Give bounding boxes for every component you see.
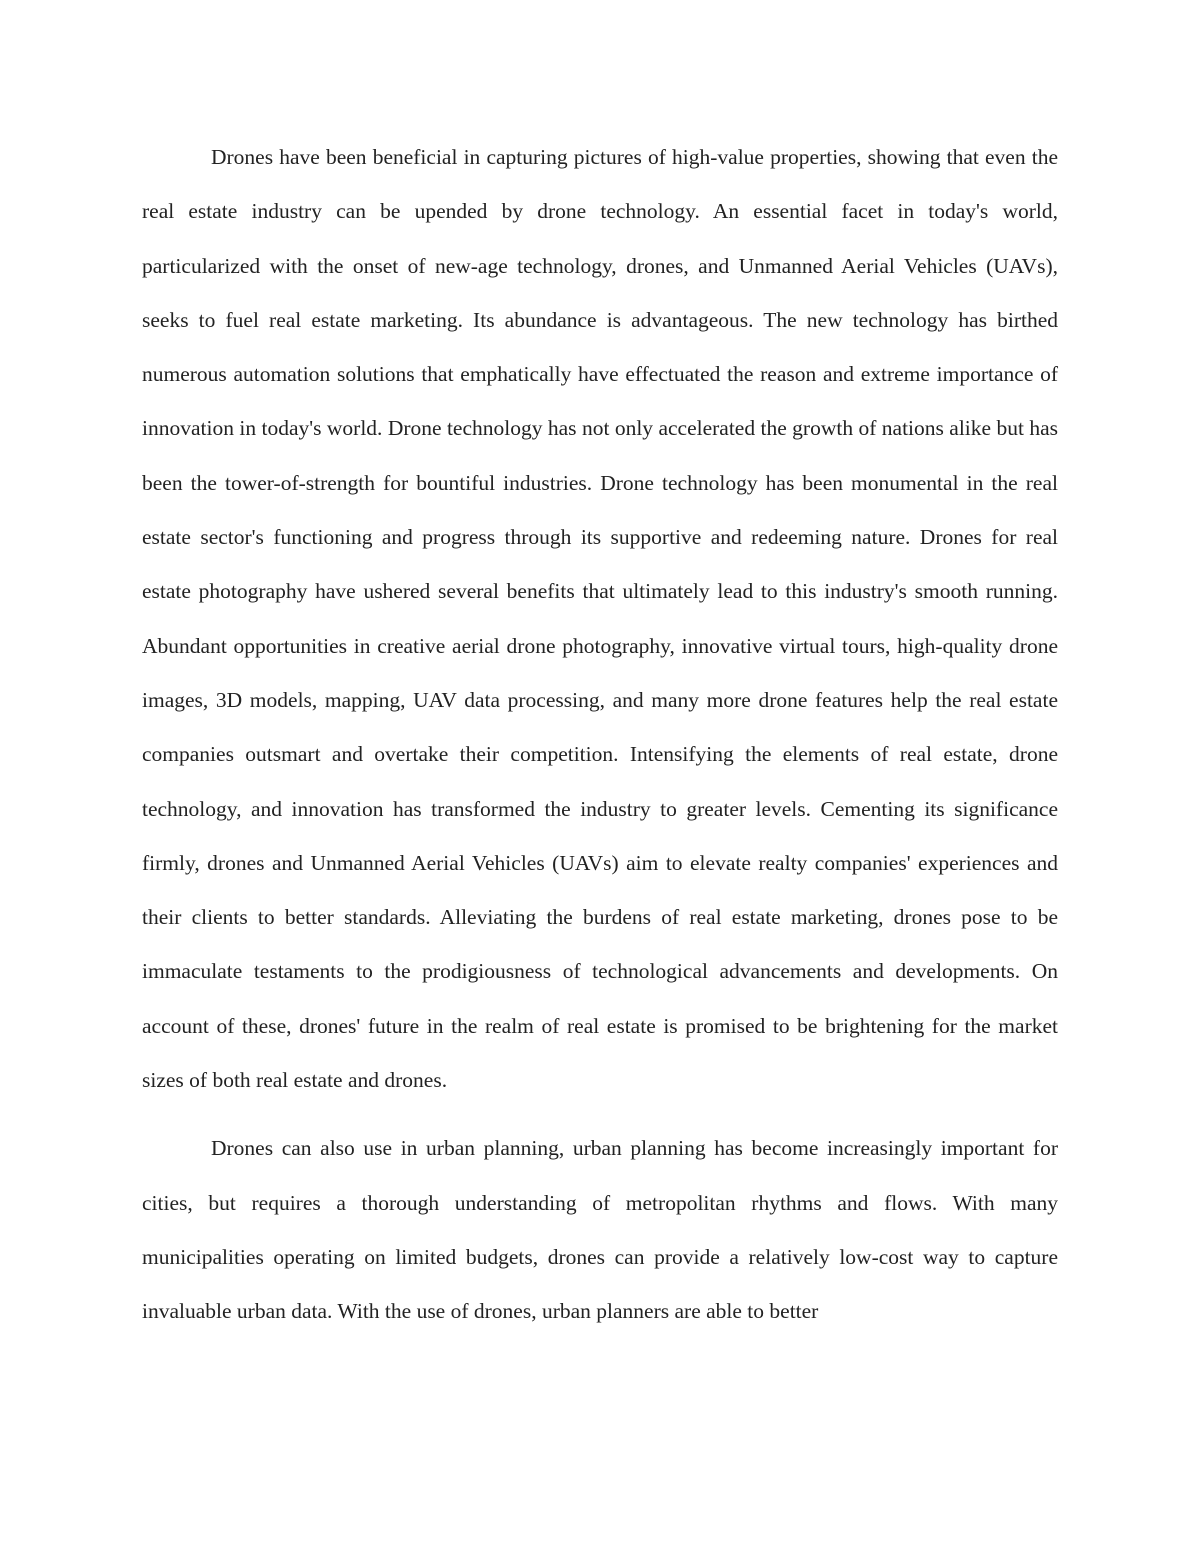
- document-body: [142, 130, 1058, 1339]
- paragraph-drones-urban-planning: Drones can also use in urban planning, urban planning has become increasingly important for cities, but requires a thorough understanding of metropolitan rhythms and flows. With many municipalities operating on limited budgets, drones can provide a relatively low-cost way to capture invaluable urban data. With the use of drones, urban planners are able to better: [142, 1136, 1058, 1324]
- paragraph-drones-real-estate: Drones have been beneficial in capturing pictures of high-value properties, showing that even the real estate industry can be upended by drone technology. An essential facet in today's world, particularized with the onset of new-age technology, drones, and Unmanned Aerial Vehicles (UAVs), seeks to fuel real estate marketing. Its abundance is advantageous. The new technology has birthed numerous automation solutions that emphatically have effectuated the reason and extreme importance of innovation in today's world. Drone technology has not only accelerated the growth of nations alike but has been the tower-of-strength for bountiful industries. Drone technology has been monumental in the real estate sector's functioning and progress through its supportive and redeeming nature. Drones for real estate photography have ushered several benefits that ultimately lead to this industry's smooth running. Abundant opportunities in creative aerial drone photography, innovative virtual tours, high-quality drone images, 3D models, mapping, UAV data processing, and many more drone features help the real estate companies outsmart and overtake their competition. Intensifying the elements of real estate, drone technology, and innovation has transformed the industry to greater levels. Cementing its significance firmly, drones and Unmanned Aerial Vehicles (UAVs) aim to elevate realty companies' experiences and their clients to better standards. Alleviating the burdens of real estate marketing, drones pose to be immaculate testaments to the prodigiousness of technological advancements and developments. On account of these, drones' future in the realm of real estate is promised to be brightening for the market sizes of both real estate and drones.: [142, 145, 1058, 1093]
